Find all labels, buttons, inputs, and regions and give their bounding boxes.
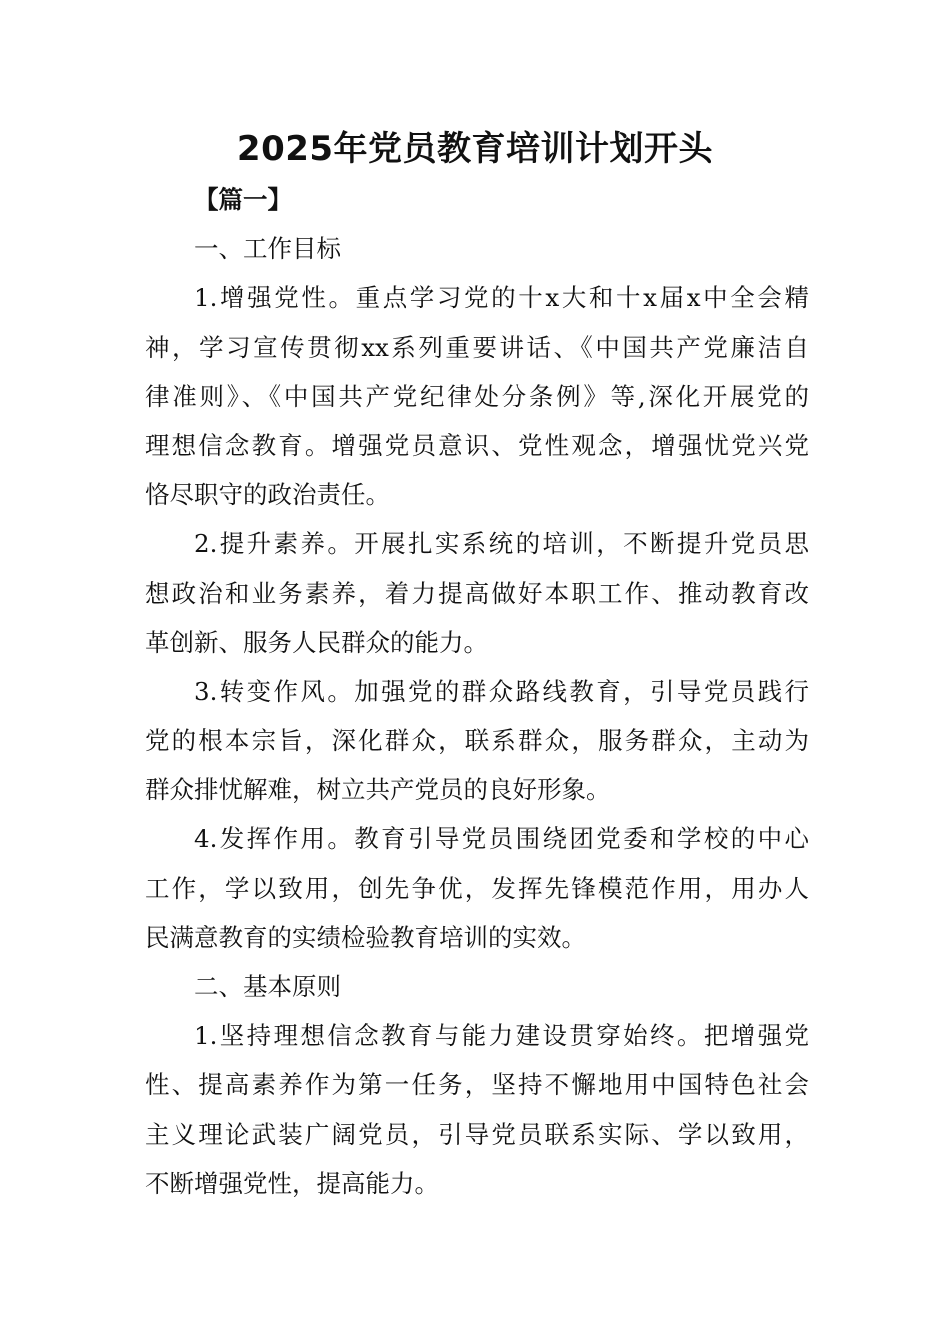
paragraph-line: 恪尽职守的政治责任。 — [145, 480, 390, 510]
document-title: 2025年党员教育培训计划开头 — [236, 129, 714, 169]
paragraph-line: 革创新、服务人民群众的能力。 — [145, 627, 488, 657]
paragraph-line: 想政治和业务素养，着力提高做好本职工作、推动教育改 — [145, 578, 809, 608]
paragraph-line: 4.发挥作用。教育引导党员围绕团党委和学校的中心 — [194, 824, 809, 854]
heading-basic-principles: 二、基本原则 — [194, 972, 341, 1001]
paragraph-line: 1.增强党性。重点学习党的十x大和十x届x中全会精 — [194, 283, 809, 313]
paragraph-line: 1.坚持理想信念教育与能力建设贯穿始终。把增强党 — [194, 1021, 809, 1051]
paragraph-line: 律准则》、《中国共产党纪律处分条例》等,深化开展党的 — [145, 381, 809, 411]
heading-work-goals: 一、工作目标 — [194, 234, 341, 264]
paragraph-line: 民满意教育的实绩检验教育培训的实效。 — [145, 922, 586, 952]
section-label: 【篇一】 — [194, 185, 292, 214]
paragraph-line: 理想信念教育。增强党员意识、党性观念，增强忧党兴党 — [145, 430, 809, 460]
paragraph-line: 2.提升素养。开展扎实系统的培训，不断提升党员思 — [194, 529, 809, 559]
paragraph-line: 3.转变作风。加强党的群众路线教育，引导党员践行 — [194, 676, 809, 706]
paragraph-line: 主义理论武装广阔党员，引导党员联系实际、学以致用， — [145, 1119, 809, 1149]
paragraph-line: 工作，学以致用，创先争优，发挥先锋模范作用，用办人 — [145, 873, 809, 903]
paragraph-line: 党的根本宗旨，深化群众，联系群众，服务群众，主动为 — [145, 726, 809, 756]
paragraph-line: 群众排忧解难，树立共产党员的良好形象。 — [145, 775, 611, 805]
document-body — [145, 175, 809, 1208]
paragraph-line: 不断增强党性，提高能力。 — [145, 1168, 439, 1198]
paragraph-line: 性、提高素养作为第一任务，坚持不懈地用中国特色社会 — [145, 1070, 809, 1100]
paragraph-line: 神，学习宣传贯彻xx系列重要讲话、《中国共产党廉洁自 — [145, 332, 809, 362]
